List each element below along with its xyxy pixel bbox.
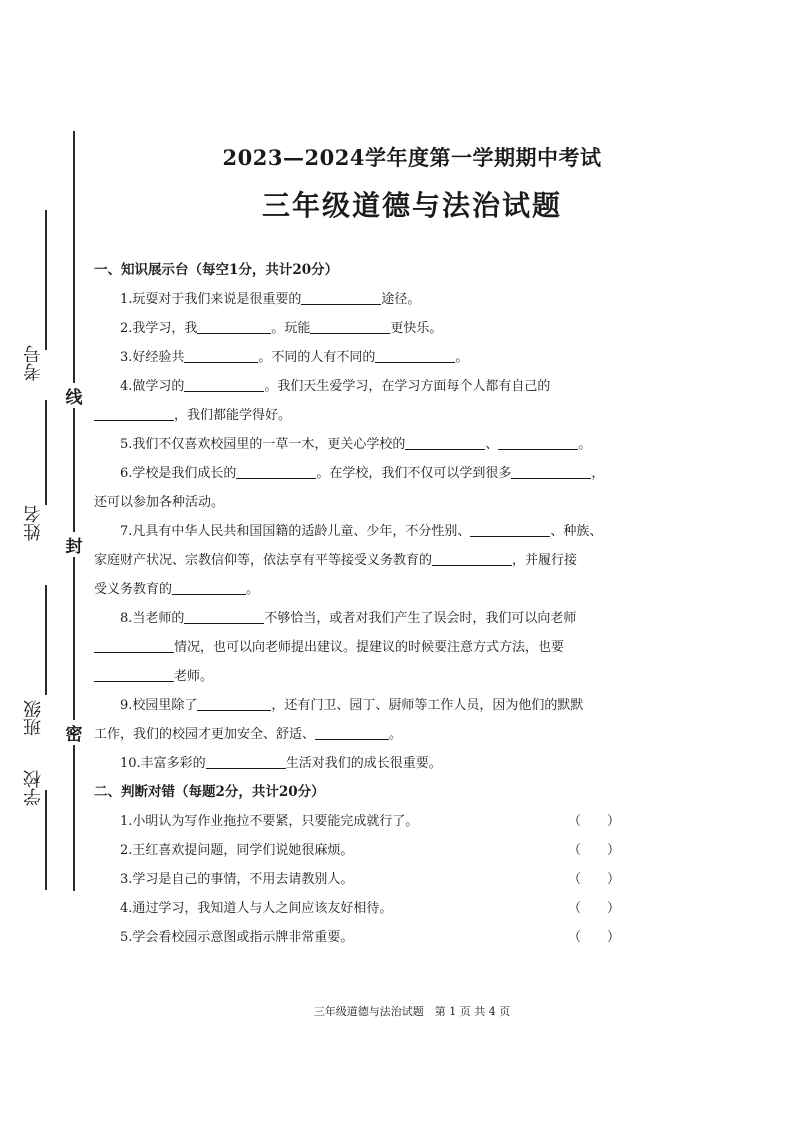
text-segment: 7.凡具有中华人民共和国国籍的适龄儿童、少年，不分性别、 bbox=[120, 524, 471, 539]
line-text bbox=[120, 865, 353, 894]
name-blank bbox=[45, 400, 47, 505]
text-segment: 工作，我们的校园才更加安全、舒适、 bbox=[94, 727, 316, 742]
answer-parenthesis[interactable]: （ ） bbox=[568, 843, 621, 858]
text-segment: 。 bbox=[455, 350, 469, 365]
seal-char-secret: 密 bbox=[59, 720, 89, 745]
text-segment: 3.好经验共 bbox=[120, 350, 185, 365]
question-line bbox=[94, 488, 634, 517]
text-segment: 不够恰当，或者对我们产生了误会时，我们可以向老师 bbox=[264, 611, 577, 626]
judge-item bbox=[94, 894, 634, 923]
line-text bbox=[94, 640, 564, 655]
text-segment: 6.学校是我们成长的 bbox=[120, 466, 237, 481]
text-segment: ，还有门卫、园丁、厨师等工作人员，因为他们的默默 bbox=[271, 698, 584, 713]
answer-blank[interactable] bbox=[432, 550, 512, 566]
answer-blank[interactable] bbox=[375, 347, 455, 363]
text-segment: ，我们都能学得好。 bbox=[174, 408, 292, 423]
question-line bbox=[94, 285, 634, 314]
line-text bbox=[120, 379, 550, 394]
text-segment: 更快乐。 bbox=[390, 321, 443, 336]
line-text bbox=[120, 524, 602, 539]
question-line bbox=[94, 343, 634, 372]
class-label: 班级 bbox=[23, 700, 44, 736]
text-segment: 1.玩耍对于我们来说是很重要的 bbox=[120, 292, 302, 307]
answer-parenthesis[interactable]: （ ） bbox=[568, 814, 621, 829]
line-text bbox=[120, 807, 418, 836]
school-label: 学校 bbox=[23, 770, 44, 806]
exam-number-label: 考号 bbox=[23, 345, 44, 381]
answer-blank[interactable] bbox=[236, 463, 316, 479]
question-line bbox=[94, 372, 634, 401]
page-footer: 三年级道德与法治试题 第 1 页 共 4 页 bbox=[313, 1005, 511, 1018]
answer-blank[interactable] bbox=[498, 434, 578, 450]
answer-blank[interactable] bbox=[94, 637, 174, 653]
text-segment: ， bbox=[591, 466, 605, 481]
text-segment: 5.学会看校园示意图或指示牌非常重要。 bbox=[120, 930, 354, 945]
answer-blank[interactable] bbox=[94, 405, 174, 421]
line-text bbox=[94, 669, 213, 684]
line-text bbox=[120, 437, 591, 452]
line-text bbox=[120, 466, 604, 481]
class-blank bbox=[45, 585, 47, 695]
line-text bbox=[120, 350, 468, 365]
answer-blank[interactable] bbox=[315, 724, 389, 740]
answer-blank[interactable] bbox=[511, 463, 591, 479]
answer-parenthesis[interactable]: （ ） bbox=[568, 901, 621, 916]
text-segment: 、种族、 bbox=[550, 524, 603, 539]
line-text bbox=[94, 582, 259, 597]
question-line bbox=[94, 546, 634, 575]
text-segment: 受义务教育的 bbox=[94, 582, 173, 597]
text-segment: 2.王红喜欢提问题，同学们说她很麻烦。 bbox=[120, 843, 354, 858]
answer-blank[interactable] bbox=[470, 521, 550, 537]
text-segment: 二、判断对错（每题2分，共计20分） bbox=[94, 784, 325, 800]
question-line bbox=[94, 691, 634, 720]
line-text bbox=[94, 408, 291, 423]
line-text bbox=[120, 756, 442, 771]
line-text bbox=[94, 495, 224, 510]
question-line bbox=[94, 575, 634, 604]
name-label: 姓名 bbox=[23, 505, 44, 541]
question-line bbox=[94, 604, 634, 633]
section-heading bbox=[94, 778, 634, 807]
exam-number-blank bbox=[45, 210, 47, 350]
answer-blank[interactable] bbox=[94, 666, 174, 682]
line-text bbox=[120, 698, 583, 713]
answer-blank[interactable] bbox=[184, 376, 264, 392]
line-text bbox=[120, 292, 420, 307]
judge-item bbox=[94, 865, 634, 894]
text-segment: 途径。 bbox=[381, 292, 421, 307]
answer-parenthesis[interactable]: （ ） bbox=[568, 930, 621, 945]
question-line bbox=[94, 314, 634, 343]
text-segment: 老师。 bbox=[174, 669, 214, 684]
answer-parenthesis[interactable]: （ ） bbox=[568, 872, 621, 887]
text-segment: 3.学习是自己的事情，不用去请教别人。 bbox=[120, 872, 354, 887]
text-segment: 生活对我们的成长很重要。 bbox=[285, 756, 442, 771]
text-segment: 家庭财产状况、宗教信仰等，依法享有平等接受义务教育的 bbox=[94, 553, 433, 568]
question-line bbox=[94, 430, 634, 459]
text-segment: 。我们天生爱学习，在学习方面每个人都有自己的 bbox=[264, 379, 551, 394]
answer-blank[interactable] bbox=[184, 608, 264, 624]
answer-blank[interactable] bbox=[197, 318, 271, 334]
text-segment: 1.小明认为写作业拖拉不要紧，只要能完成就行了。 bbox=[120, 814, 419, 829]
question-line bbox=[94, 720, 634, 749]
text-segment: 2.我学习，我 bbox=[120, 321, 198, 336]
seal-char-line: 线 bbox=[59, 383, 89, 408]
section-heading bbox=[94, 256, 634, 285]
text-segment: 还可以参加各种活动。 bbox=[94, 495, 225, 510]
paper-title: 三年级道德与法治试题 bbox=[261, 189, 562, 222]
judge-item bbox=[94, 923, 634, 952]
line-text bbox=[120, 923, 353, 952]
question-line bbox=[94, 401, 634, 430]
line-text bbox=[94, 727, 402, 742]
answer-blank[interactable] bbox=[310, 318, 390, 334]
text-segment: ，并履行接 bbox=[512, 553, 578, 568]
text-segment: 9.校园里除了 bbox=[120, 698, 198, 713]
text-segment: 。 bbox=[578, 437, 592, 452]
question-line bbox=[94, 633, 634, 662]
answer-blank[interactable] bbox=[172, 579, 246, 595]
question-line bbox=[94, 662, 634, 691]
answer-blank[interactable] bbox=[197, 695, 271, 711]
text-segment: 4.做学习的 bbox=[120, 379, 185, 394]
judge-item bbox=[94, 836, 634, 865]
text-segment: 8.当老师的 bbox=[120, 611, 185, 626]
text-segment: 、 bbox=[485, 437, 499, 452]
line-text bbox=[94, 784, 325, 800]
question-line bbox=[94, 517, 634, 546]
text-segment: 10.丰富多彩的 bbox=[120, 756, 206, 771]
line-text bbox=[120, 611, 576, 626]
seal-char-seal: 封 bbox=[59, 532, 89, 557]
text-segment: 情况，也可以向老师提出建议。提建议的时候要注意方式方法，也要 bbox=[174, 640, 565, 655]
answer-blank[interactable] bbox=[184, 347, 258, 363]
text-segment: 。不同的人有不同的 bbox=[258, 350, 376, 365]
answer-blank[interactable] bbox=[405, 434, 485, 450]
text-segment: 。 bbox=[246, 582, 260, 597]
text-segment: 4.通过学习，我知道人与人之间应该友好相待。 bbox=[120, 901, 393, 916]
text-segment: 。 bbox=[389, 727, 403, 742]
question-line bbox=[94, 459, 634, 488]
exam-title: 2023—2024学年度第一学期期中考试 bbox=[222, 145, 602, 170]
line-text bbox=[120, 321, 442, 336]
judge-item bbox=[94, 807, 634, 836]
answer-blank[interactable] bbox=[301, 289, 381, 305]
text-segment: 5.我们不仅喜欢校园里的一草一木，更关心学校的 bbox=[120, 437, 406, 452]
line-text bbox=[120, 836, 353, 865]
text-segment: 一、知识展示台（每空1分，共计20分） bbox=[94, 262, 339, 278]
binding-line bbox=[73, 131, 75, 891]
question-content bbox=[94, 256, 634, 952]
line-text bbox=[94, 262, 338, 278]
line-text bbox=[120, 894, 392, 923]
text-segment: 。玩能 bbox=[271, 321, 311, 336]
text-segment: 。在学校，我们不仅可以学到很多 bbox=[316, 466, 512, 481]
question-line bbox=[94, 749, 634, 778]
answer-blank[interactable] bbox=[206, 753, 286, 769]
line-text bbox=[94, 553, 577, 568]
